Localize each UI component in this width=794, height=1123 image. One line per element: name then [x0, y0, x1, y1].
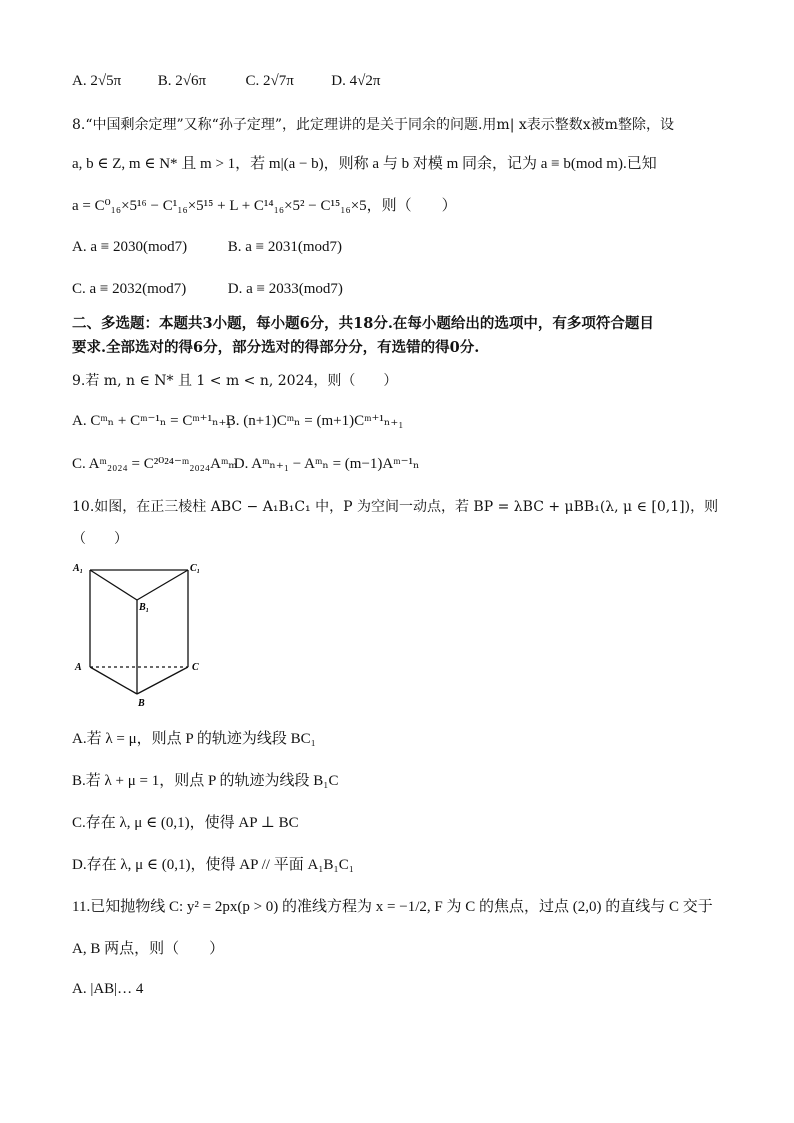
- q8-stem-line-3: a = C⁰₁₆×5¹⁶ − C¹₁₆×5¹⁵ + L + C¹⁴₁₆×5² − C¹⁵₁₆×5，则（ ）: [72, 198, 457, 214]
- q10-option-b: B.若 λ + μ = 1，则点 P 的轨迹为线段 B₁C: [72, 773, 339, 789]
- q8-option-d: D. a ≡ 2033(mod7): [227, 281, 343, 297]
- q9-options-row-1: [72, 410, 404, 432]
- q9-option-b: B. (n+1)Cᵐₙ = (m+1)Cᵐ⁺¹ₙ₊₁: [225, 413, 404, 429]
- q10-stem: 10.如图，在正三棱柱 ABC − A₁B₁C₁ 中，P 为空间一动点，若 BP = λBC + μBB₁(λ, μ ∈ [0,1])，则: [72, 499, 719, 515]
- q7-options-row: [72, 70, 380, 92]
- q8-stem-line-1: 8.“中国剩余定理”又称“孙子定理”，此定理讲的是关于同余的问题.用m| x表示整数x被m整除，设: [72, 117, 674, 133]
- q7-option-a: A. 2√5π: [72, 73, 122, 89]
- vertex-label-a: A: [75, 662, 82, 673]
- q9-option-c: C. Aᵐ₂₀₂₄ = C²⁰²⁴⁻ᵐ₂₀₂₄Aᵐₘ: [72, 456, 238, 472]
- q7-option-c: C. 2√7π: [245, 73, 294, 89]
- q8-stem-line-2: a, b ∈ Z, m ∈ N* 且 m > 1，若 m|(a − b)，则称 a 与 b 对模 m 同余，记为 a ≡ b(mod m).已知: [72, 156, 657, 172]
- vertex-label-c1: C₁: [190, 563, 201, 574]
- q10-option-d: D.存在 λ, μ ∈ (0,1)，使得 AP // 平面 A₁B₁C₁: [72, 857, 354, 873]
- vertex-label-c: C: [192, 662, 199, 673]
- q11-stem-line-1: 11.已知抛物线 C: y² = 2px(p > 0) 的准线方程为 x = −1/2, F 为 C 的焦点，过点 (2,0) 的直线与 C 交于: [72, 899, 713, 915]
- q8-option-a: A. a ≡ 2030(mod7): [72, 239, 188, 255]
- q9-option-a: A. Cᵐₙ + Cᵐ⁻¹ₙ = Cᵐ⁺¹ₙ₊₁: [72, 413, 232, 429]
- q9-options-row-2: [72, 453, 420, 475]
- vertex-label-b1: B₁: [139, 602, 150, 613]
- q11-option-a: A. |AB|… 4: [72, 981, 144, 997]
- q8-options-row-2: [72, 278, 343, 300]
- q10-answer-paren: （ ）: [72, 531, 128, 547]
- q7-option-d: D. 4√2π: [331, 73, 381, 89]
- vertex-label-b: B: [138, 698, 145, 709]
- q8-option-b: B. a ≡ 2031(mod7): [227, 239, 343, 255]
- q11-stem-line-2: A, B 两点，则（ ）: [72, 941, 225, 957]
- q10-option-a: A.若 λ = μ，则点 P 的轨迹为线段 BC₁: [72, 731, 316, 747]
- section-2-heading-line-2: 要求.全部选对的得6分，部分选对的得部分分，有选错的得0分.: [72, 339, 480, 356]
- section-2-heading-line-1: 二、多选题：本题共3小题，每小题6分，共18分.在每小题给出的选项中，有多项符合题目: [72, 315, 654, 332]
- q7-option-b: B. 2√6π: [157, 73, 207, 89]
- q9-option-d: D. Aᵐₙ₊₁ − Aᵐₙ = (m−1)Aᵐ⁻¹ₙ: [233, 456, 420, 472]
- vertex-label-a1: A₁: [73, 563, 84, 574]
- q8-option-c: C. a ≡ 2032(mod7): [72, 281, 187, 297]
- q9-stem: 9.若 m, n ∈ N* 且 1 < m < n, 2024，则（ ）: [72, 373, 398, 389]
- prism-figure: [72, 560, 212, 710]
- q10-option-c: C.存在 λ, μ ∈ (0,1)，使得 AP ⊥ BC: [72, 815, 299, 831]
- q8-options-row-1: [72, 236, 342, 258]
